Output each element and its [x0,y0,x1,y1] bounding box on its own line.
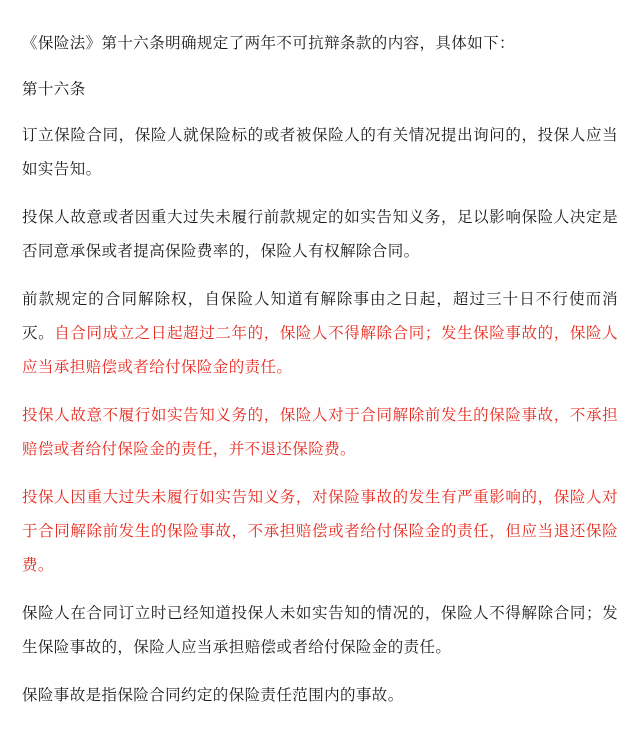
paragraph-clause-5 [22,480,618,582]
paragraph-clause-4-segment-0: 投保人故意不履行如实告知义务的，保险人对于合同解除前发生的保险事故，不承担赔偿或者给付保险金的责任，并不退还保险费。 [22,406,618,458]
paragraph-clause-7-segment-0: 保险事故是指保险合同约定的保险责任范围内的事故。 [22,686,404,704]
paragraph-clause-1-segment-0: 订立保险合同，保险人就保险标的或者被保险人的有关情况提出询问的，投保人应当如实告知。 [22,126,618,178]
paragraph-clause-3 [22,282,618,384]
paragraph-intro [22,26,618,60]
paragraph-article-title [22,72,618,106]
paragraph-clause-2 [22,200,618,268]
paragraph-clause-3-segment-1: 自合同成立之日起超过二年的，保险人不得解除合同；发生保险事故的，保险人应当承担赔偿或者给付保险金的责任。 [22,324,618,376]
paragraph-intro-segment-0: 《保险法》第十六条明确规定了两年不可抗辩条款的内容，具体如下： [22,34,515,52]
paragraph-clause-4 [22,398,618,466]
paragraph-article-title-segment-0: 第十六条 [22,80,86,98]
paragraph-clause-6-segment-0: 保险人在合同订立时已经知道投保人未如实告知的情况的，保险人不得解除合同；发生保险事故的，保险人应当承担赔偿或者给付保险金的责任。 [22,604,618,656]
paragraph-clause-5-segment-0: 投保人因重大过失未履行如实告知义务，对保险事故的发生有严重影响的，保险人对于合同解除前发生的保险事故，不承担赔偿或者给付保险金的责任，但应当退还保险费。 [22,488,618,574]
paragraph-clause-1 [22,118,618,186]
paragraph-clause-3-segment-0: 前款规定的合同解除权，自保险人知道有解除事由之日起，超过三十日不行使而消灭。 [22,290,618,342]
paragraph-clause-6 [22,596,618,664]
paragraph-clause-2-segment-0: 投保人故意或者因重大过失未履行前款规定的如实告知义务，足以影响保险人决定是否同意承保或者提高保险费率的，保险人有权解除合同。 [22,208,618,260]
paragraph-clause-7 [22,678,618,712]
